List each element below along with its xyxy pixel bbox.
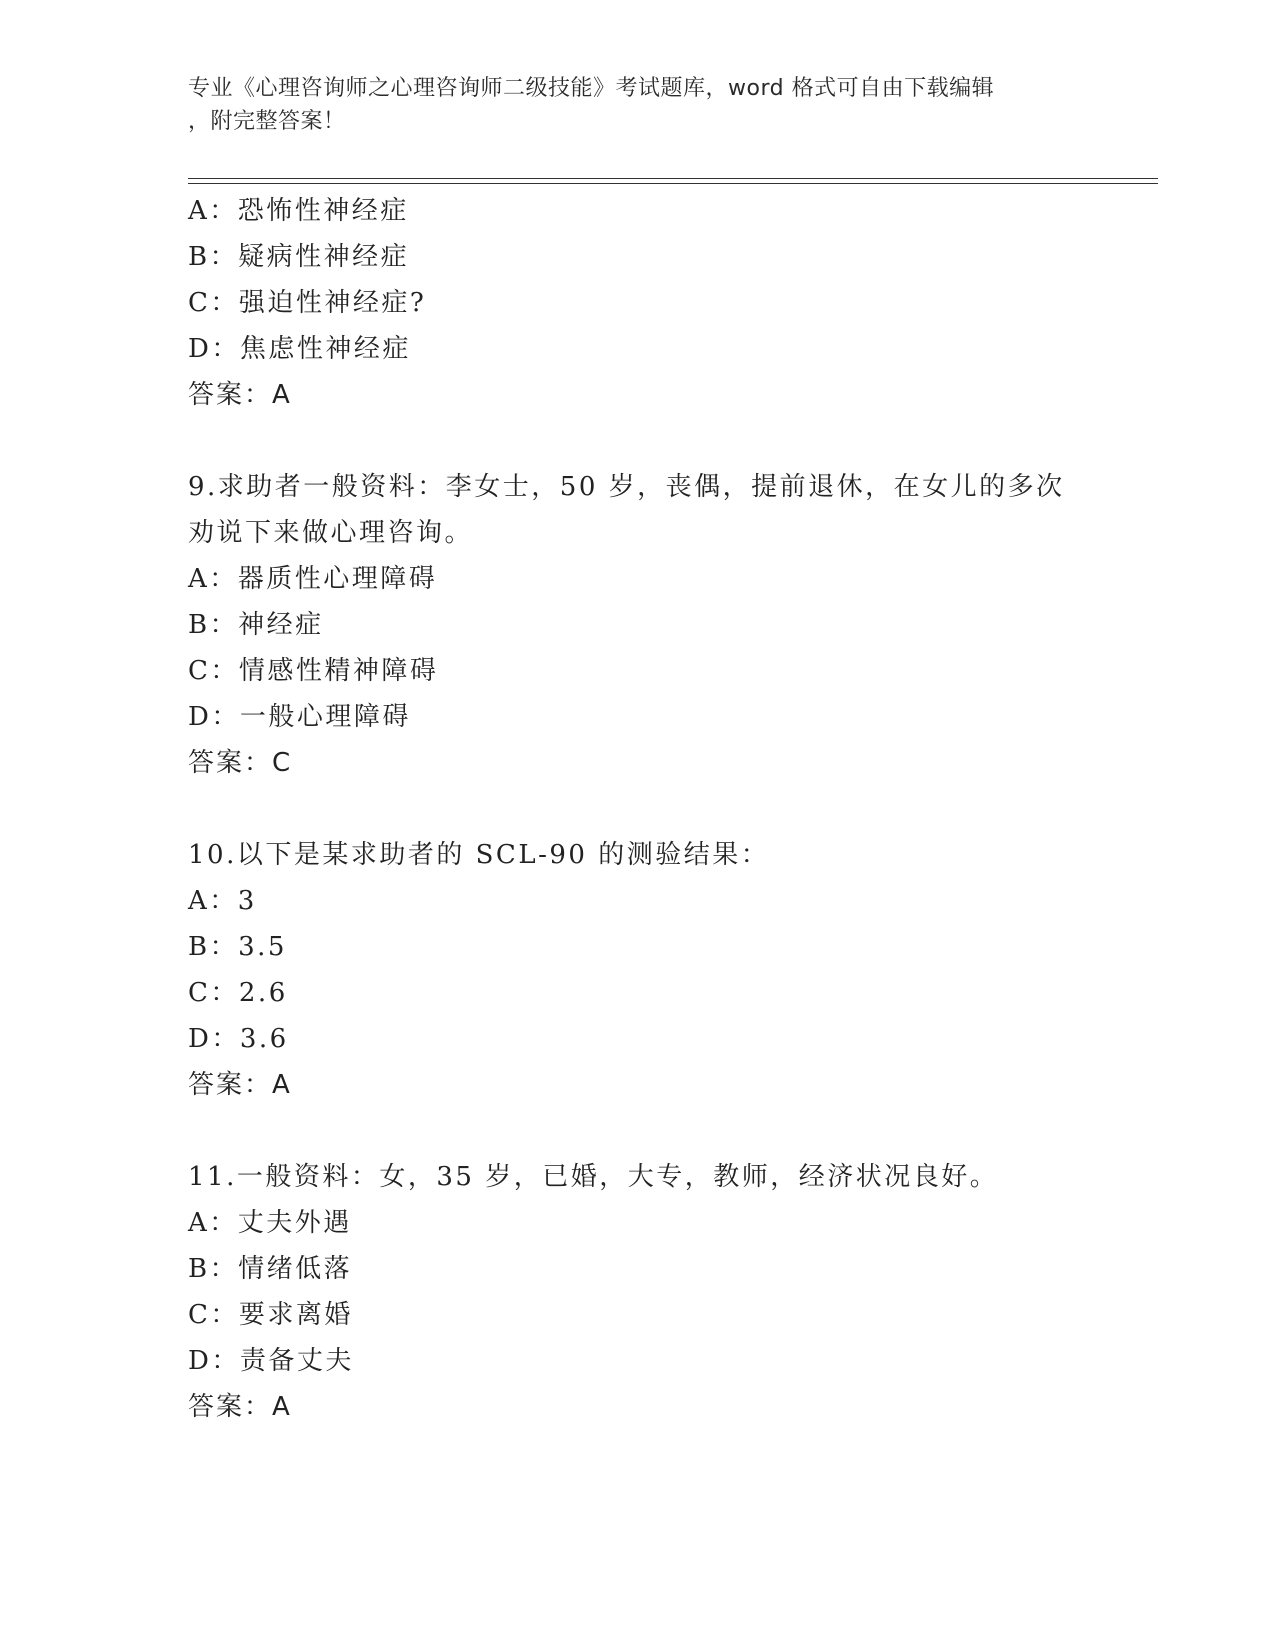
option-d: D：责备丈夫 bbox=[188, 1346, 354, 1376]
question-text-line-2: 劝说下来做心理咨询。 bbox=[188, 518, 474, 548]
spacer bbox=[188, 1108, 1148, 1154]
option-d: D：焦虑性神经症 bbox=[188, 334, 411, 364]
option-b: B：情绪低落 bbox=[188, 1254, 353, 1284]
question-10 bbox=[188, 832, 1148, 1108]
option-c: C：情感性精神障碍 bbox=[188, 656, 439, 686]
question-text-line-1: 11.一般资料：女，35 岁，已婚，大专，教师，经济状况良好。 bbox=[188, 1162, 999, 1192]
question-11 bbox=[188, 1154, 1148, 1430]
spacer bbox=[188, 786, 1148, 832]
header-divider-bottom bbox=[188, 183, 1158, 184]
header-line-1: 专业《心理咨询师之心理咨询师二级技能》考试题库，word 格式可自由下载编辑 bbox=[188, 76, 995, 101]
option-c: C：要求离婚 bbox=[188, 1300, 353, 1330]
header-line-2: ，附完整答案！ bbox=[188, 109, 346, 134]
question-text-line-1: 10.以下是某求助者的 SCL-90 的测验结果： bbox=[188, 840, 770, 870]
spacer bbox=[188, 418, 1148, 464]
option-c: C：2.6 bbox=[188, 978, 288, 1008]
option-a: A：丈夫外遇 bbox=[188, 1208, 352, 1238]
option-c: C：强迫性神经症? bbox=[188, 288, 427, 318]
answer: 答案：A bbox=[188, 1070, 292, 1100]
answer: 答案：A bbox=[188, 1392, 292, 1422]
option-d: D：一般心理障碍 bbox=[188, 702, 411, 732]
question-9 bbox=[188, 464, 1148, 786]
option-b: B：3.5 bbox=[188, 932, 287, 962]
option-a: A：3 bbox=[188, 886, 257, 916]
header-divider-top bbox=[188, 178, 1158, 179]
question-text-line-1: 9.求助者一般资料：李女士，50 岁，丧偶，提前退休，在女儿的多次 bbox=[188, 472, 1065, 502]
question-8 bbox=[188, 188, 1148, 418]
document-header bbox=[188, 72, 1068, 138]
question-list bbox=[188, 188, 1148, 1430]
option-d: D：3.6 bbox=[188, 1024, 289, 1054]
option-b: B：疑病性神经症 bbox=[188, 242, 410, 272]
answer: 答案：A bbox=[188, 380, 292, 410]
option-a: A：器质性心理障碍 bbox=[188, 564, 438, 594]
option-a: A：恐怖性神经症 bbox=[188, 196, 409, 226]
answer: 答案：C bbox=[188, 748, 293, 778]
option-b: B：神经症 bbox=[188, 610, 324, 640]
